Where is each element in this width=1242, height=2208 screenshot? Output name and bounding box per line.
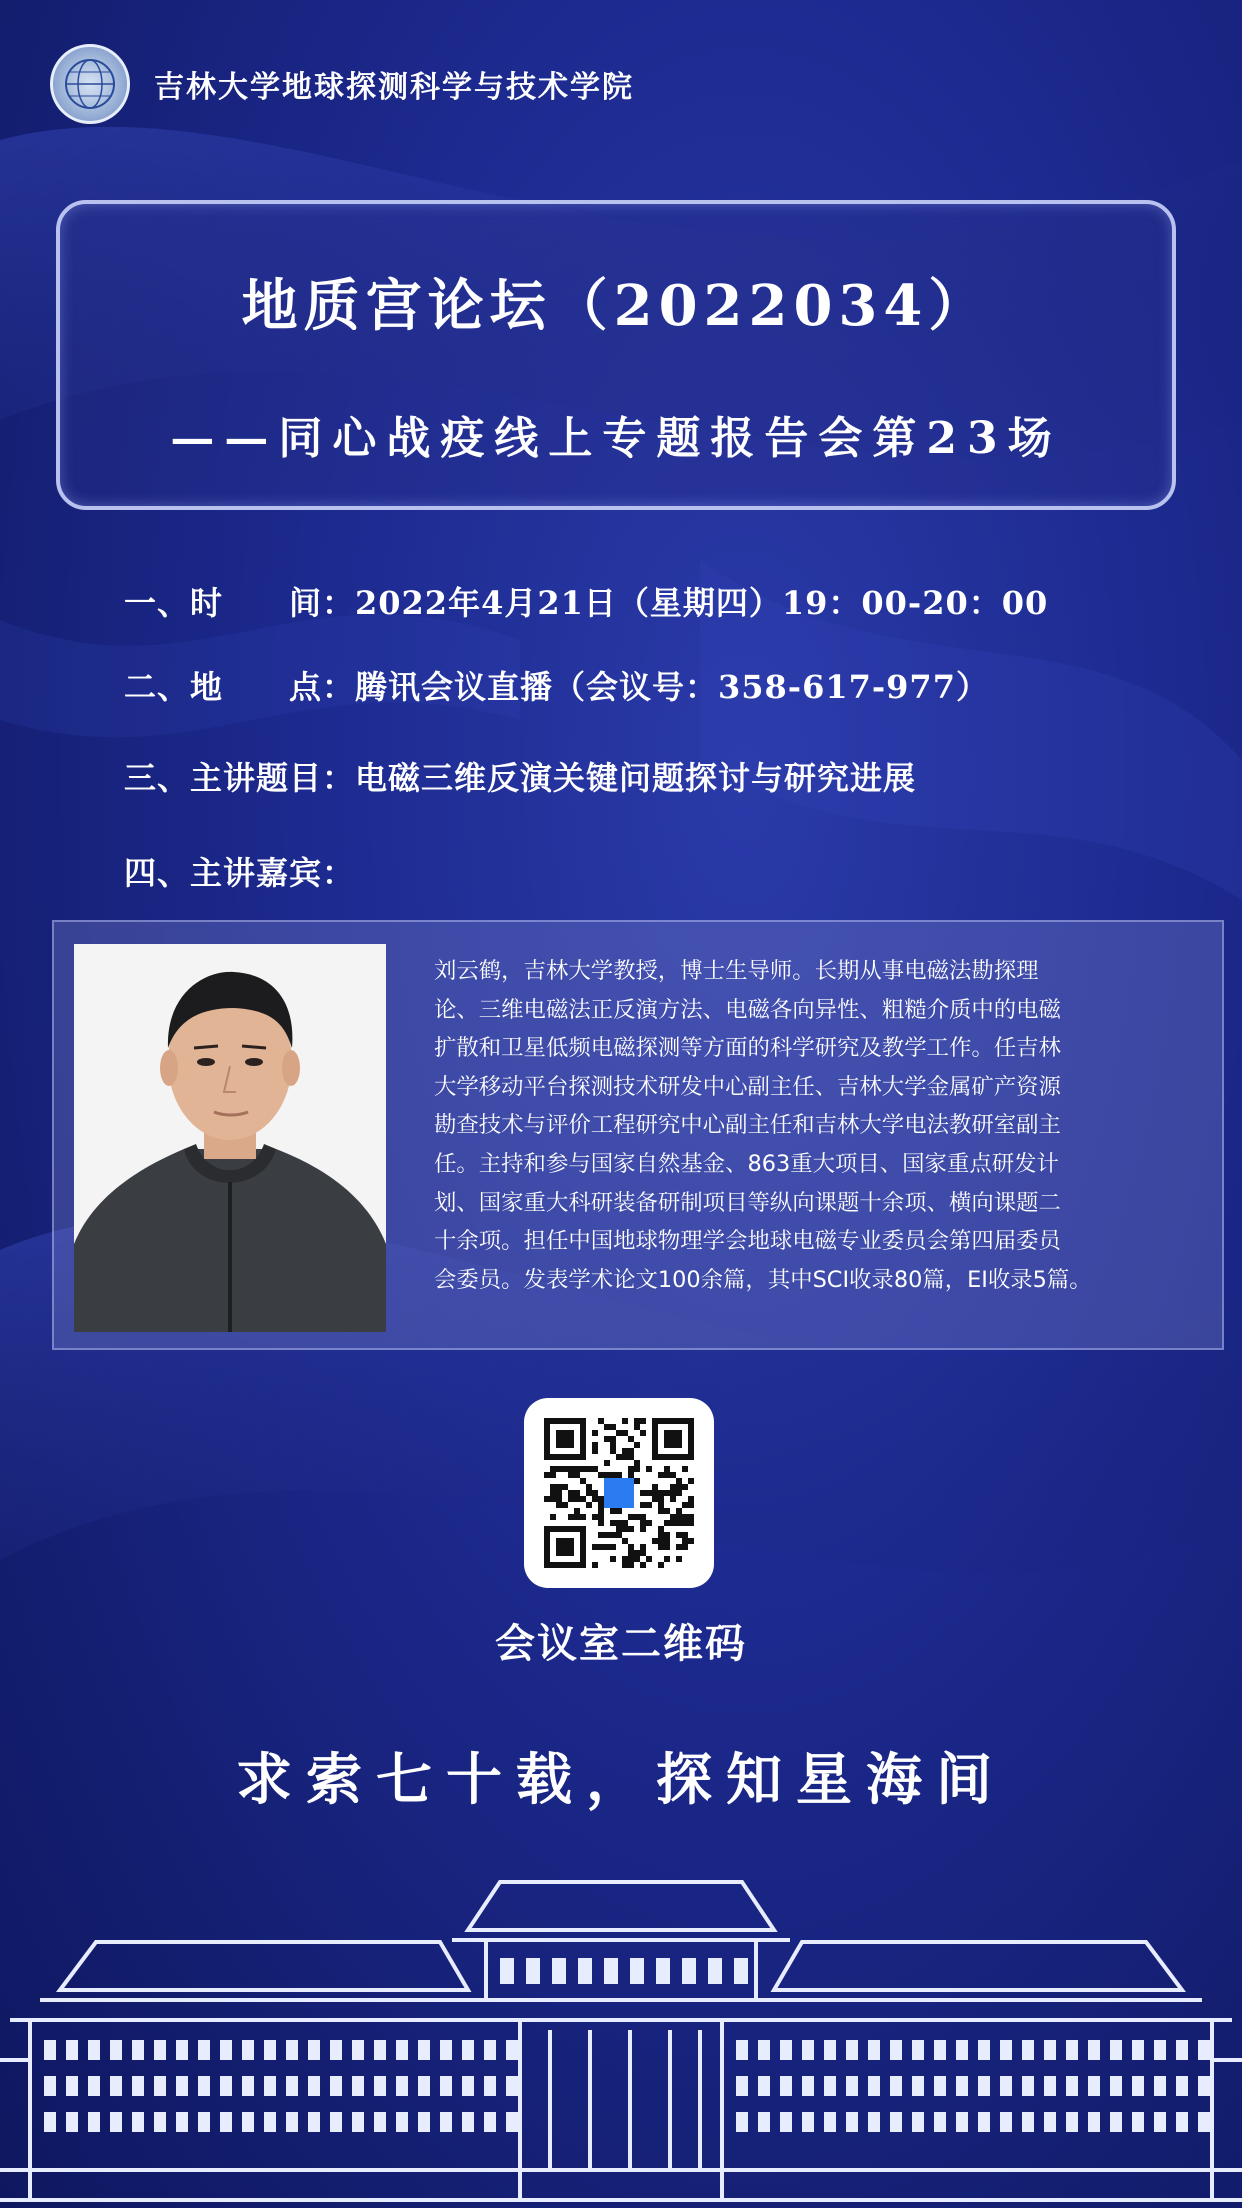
bio-line: 划、国家重大科研装备研制项目等纵向课题十余项、横向课题二 bbox=[434, 1189, 1061, 1216]
globe-icon bbox=[60, 54, 120, 114]
event-time: 一、时 间：2022年4月21日（星期四）19：00-20：00 bbox=[124, 584, 1049, 622]
university-seal-icon bbox=[50, 44, 130, 124]
event-place: 二、地 点：腾讯会议直播（会议号：358-617-977） bbox=[124, 668, 989, 706]
building-illustration bbox=[0, 1870, 1242, 2208]
bio-line: 十余项。担任中国地球物理学会地球电磁专业委员会第四届委员 bbox=[434, 1228, 1061, 1255]
speaker-bio bbox=[434, 952, 1194, 1299]
speaker-panel bbox=[52, 920, 1224, 1350]
title-frame bbox=[56, 200, 1176, 510]
school-name: 吉林大学地球探测科学与技术学院 bbox=[154, 70, 634, 105]
speaker-heading: 四、主讲嘉宾： bbox=[124, 854, 356, 892]
bio-line: 任。主持和参与国家自然基金、863重大项目、国家重点研发计 bbox=[434, 1150, 1059, 1177]
bio-line: 大学移动平台探测技术研发中心副主任、吉林大学金属矿产资源 bbox=[434, 1073, 1061, 1100]
bio-line: 论、三维电磁法正反演方法、电磁各向异性、粗糙介质中的电磁 bbox=[434, 996, 1061, 1023]
speaker-portrait bbox=[74, 944, 386, 1332]
forum-subtitle: ——同心战疫线上专题报告会第23场 bbox=[170, 413, 1062, 464]
bio-line: 勘查技术与评价工程研究中心副主任和吉林大学电法教研室副主 bbox=[434, 1112, 1061, 1139]
bio-line: 会委员。发表学术论文100余篇，其中SCI收录80篇，EI收录5篇。 bbox=[434, 1266, 1092, 1293]
speaker-photo-illustration bbox=[74, 944, 386, 1332]
meeting-qr-code[interactable] bbox=[524, 1398, 714, 1588]
header bbox=[50, 44, 634, 124]
qr-caption: 会议室二维码 bbox=[495, 1621, 747, 1667]
event-topic: 三、主讲题目：电磁三维反演关键问题探讨与研究进展 bbox=[124, 759, 917, 797]
qr-code-icon bbox=[524, 1398, 714, 1588]
slogan: 求索七十载，探知星海间 bbox=[236, 1747, 1006, 1813]
forum-title: 地质宫论坛（2022034） bbox=[241, 273, 991, 339]
bio-line: 扩散和卫星低频电磁探测等方面的科学研究及教学工作。任吉林 bbox=[434, 1035, 1061, 1062]
bio-line: 刘云鹤，吉林大学教授，博士生导师。长期从事电磁法勘探理 bbox=[434, 958, 1039, 984]
